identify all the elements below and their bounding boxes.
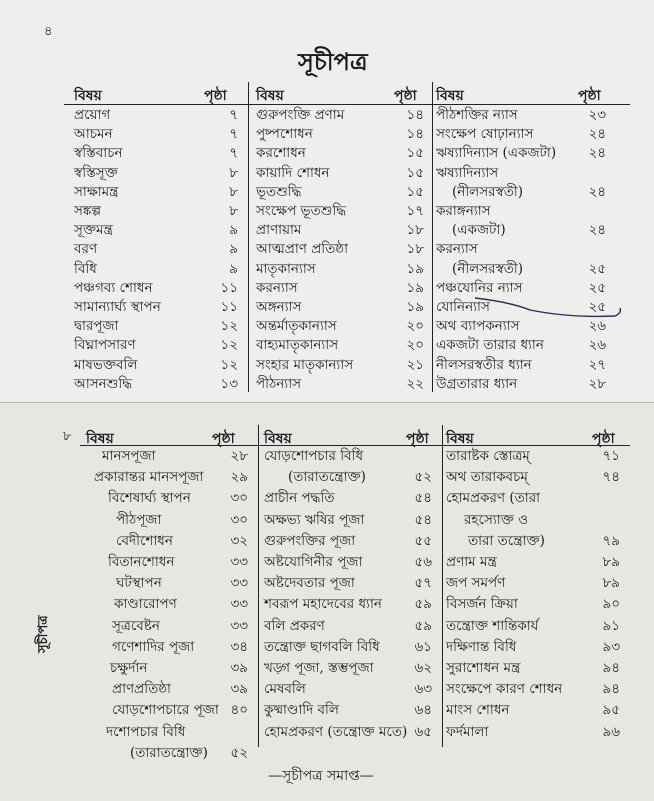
toc-entry-title: আত্মপ্রাণ প্রতিষ্ঠা xyxy=(256,241,348,258)
toc-entry-page: ১৪ xyxy=(406,107,424,123)
toc-entry-page: ১২ xyxy=(220,318,238,335)
toc-entry-title: চক্ষুর্দান xyxy=(110,660,148,676)
toc-entry-page: ৫৪ xyxy=(414,511,432,528)
toc-entry-page: ৭ xyxy=(229,126,238,143)
toc-entry-page: ৯ xyxy=(229,260,238,277)
toc-entry-title: পঞ্চযোনির ন্যাস xyxy=(436,279,523,296)
toc-entry-title: মানসপূজা xyxy=(102,448,156,464)
toc-entry-title: সঙ্কল্প xyxy=(74,203,101,219)
column-header-subject: বিষয় xyxy=(74,88,102,104)
toc-entry-title: তন্ত্রোক্ত ছাগবলি বিধি xyxy=(264,638,380,655)
toc-entry-title: গণেশাদির পূজা xyxy=(112,638,195,655)
toc-entry-page: ৮ xyxy=(229,164,238,181)
toc-entry-page: ৬৩ xyxy=(414,681,432,698)
toc-entry-page: ৮৯ xyxy=(602,554,620,570)
toc-entry-page: ১৯ xyxy=(406,260,424,277)
toc-entry-title: বিঘ্নাপসারণ xyxy=(74,337,136,354)
toc-entry-page: ১৭ xyxy=(406,203,424,219)
toc-entry-title: মাতৃকান্যাস xyxy=(256,260,316,277)
toc-entry-page: ৩২ xyxy=(230,532,248,549)
toc-entry-page: ৩০ xyxy=(230,511,248,528)
column-header-page: পৃষ্ঠা xyxy=(592,431,615,447)
column-header-page: পৃষ্ঠা xyxy=(212,431,235,447)
toc-entry-title: নীলসরস্বতীর ধ্যান xyxy=(436,356,532,373)
toc-entry-page: ১৮ xyxy=(406,241,424,258)
toc-entry-title: অঙ্গন্যাস xyxy=(256,299,302,315)
toc-entry-title: প্রকারান্তর মানসপূজা xyxy=(94,469,204,486)
toc-entry-page: ২৫ xyxy=(588,260,606,277)
toc-entry-page: ২০ xyxy=(406,318,424,335)
toc-entry-title: বলি প্রকরণ xyxy=(264,617,325,634)
toc-entry-title: প্রয়োগ xyxy=(74,107,111,123)
toc-entry-title: তারা তন্ত্রোক্ত) xyxy=(468,532,545,549)
toc-entry-page: ৯১ xyxy=(602,617,620,634)
toc-entry-page: ৬৫ xyxy=(414,723,432,740)
toc-entry-title: দক্ষিণান্ত বিধি xyxy=(446,638,517,655)
toc-entry-title: দ্বারপূজা xyxy=(74,318,119,335)
column-header-page: পৃষ্ঠা xyxy=(204,88,227,104)
toc-entry-title: মেষবলি xyxy=(264,681,306,698)
toc-entry-page: ৩০ xyxy=(230,490,248,507)
toc-entry-title: প্রাণায়াম xyxy=(256,222,302,239)
toc-entry-page: ৫২ xyxy=(230,744,248,761)
toc-entry-page: ৩৩ xyxy=(230,617,248,634)
toc-entry-title: যোড়শোপচার বিধি xyxy=(264,448,364,464)
toc-entry-page: ২৪ xyxy=(588,222,606,239)
page-title: সূচীপত্র xyxy=(298,47,368,76)
toc-entry-page: ৬১ xyxy=(414,638,432,655)
toc-entry-title: ঋষ্যাদিন্যাস (একজটা) xyxy=(436,145,557,162)
toc-entry-page: ২৪ xyxy=(588,126,606,143)
toc-entry-page: ৩৯ xyxy=(230,681,248,698)
toc-entry-title: বিশেষার্ঘ্য স্থাপন xyxy=(108,490,191,507)
toc-entry-title: অষ্টদেবতার পূজা xyxy=(264,575,355,592)
toc-entry-page: ৬২ xyxy=(414,660,432,676)
toc-entry-title: যোনিন্যাস xyxy=(436,299,490,315)
toc-entry-title: গুরুপংক্তির পূজা xyxy=(264,532,356,549)
column-divider xyxy=(258,425,259,747)
toc-entry-page: ৩৯ xyxy=(230,660,248,676)
toc-entry-title: করন্যাস xyxy=(256,279,298,296)
toc-entry-title: দশোপচার বিধি xyxy=(106,723,186,740)
toc-entry-page: ১৯ xyxy=(406,279,424,296)
toc-entry-page: ৯ xyxy=(229,241,238,258)
toc-entry-title: কুষ্মাণ্ডাদি বলি xyxy=(264,702,339,719)
toc-entry-page: ৯৬ xyxy=(602,723,620,740)
toc-entry-title: স্বস্তিসূক্ত xyxy=(74,164,118,181)
toc-entry-page: ২৪ xyxy=(588,183,606,200)
page-number: ৮ xyxy=(63,429,72,444)
toc-entry-title: অন্তর্মাতৃকান্যাস xyxy=(256,318,337,335)
toc-entry-title: সংক্ষেপ ষোঢ়ান্যাস xyxy=(436,126,534,143)
toc-entry-title: (একজটা) xyxy=(452,222,506,239)
toc-entry-page: ৫২ xyxy=(414,469,432,486)
toc-entry-title: সূক্তমন্ত্র xyxy=(74,222,113,239)
toc-entry-title: করাঙ্গন্যাস xyxy=(436,203,491,219)
toc-entry-title: মাষভক্তবলি xyxy=(74,356,138,373)
toc-entry-title: সংক্ষেপ ভূতশুদ্ধি xyxy=(256,203,347,219)
column-header-subject: বিষয় xyxy=(436,88,464,104)
toc-entry-page: ২০ xyxy=(406,337,424,354)
toc-entry-page: ৭১ xyxy=(602,448,620,464)
toc-entry-title: (নীলসরস্বতী) xyxy=(452,183,524,200)
toc-entry-page: ৯৪ xyxy=(602,660,620,676)
toc-entry-page: ১২ xyxy=(220,337,238,354)
toc-entry-page: ৮ xyxy=(229,183,238,200)
toc-entry-title: বাহ্যমাতৃকান্যাস xyxy=(256,337,339,354)
toc-entry-page: ৫৬ xyxy=(414,554,432,570)
toc-entry-title: শবরূপ মহাদেবের ধ্যান xyxy=(264,596,382,613)
toc-entry-title: তন্ত্রোক্ত শান্তিকার্য xyxy=(446,617,539,634)
toc-entry-page: ২৫ xyxy=(588,279,606,296)
toc-entry-title: পঞ্চগব্য শোধন xyxy=(74,279,153,296)
toc-entry-page: ২৮ xyxy=(588,375,606,392)
toc-entry-page: ১৫ xyxy=(406,164,424,181)
toc-entry-title: মাংস শোধন xyxy=(446,702,510,719)
column-header-subject: বিষয় xyxy=(264,431,292,447)
toc-entry-title: (নীলসরস্বতী) xyxy=(452,260,524,277)
toc-entry-title: ফর্দমালা xyxy=(446,723,489,740)
toc-entry-title: ঋষ্যাদিন্যাস xyxy=(436,164,499,181)
toc-entry-page: ১১ xyxy=(220,279,238,296)
toc-entry-page: ২৪ xyxy=(588,145,606,162)
toc-entry-title: বিতানশোধন xyxy=(108,554,175,570)
toc-entry-title: তারাষ্টক স্তোত্রম্ xyxy=(446,448,530,464)
toc-entry-title: পীঠপূজা xyxy=(116,511,162,528)
toc-entry-page: ১৫ xyxy=(406,183,424,200)
toc-entry-page: ৩৩ xyxy=(230,575,248,592)
toc-entry-title: যোড়শোপচারে পূজা xyxy=(112,702,219,719)
toc-entry-title: কায়াদি শোধন xyxy=(256,164,330,181)
toc-entry-page: ৯৫ xyxy=(602,702,620,719)
toc-entry-page: ৭ xyxy=(229,107,238,123)
toc-entry-page: ৫৯ xyxy=(414,617,432,634)
toc-entry-title: খড়্গ পূজা, স্তম্ভপূজা xyxy=(264,660,374,676)
toc-entry-page: ৫৪ xyxy=(414,490,432,507)
toc-entry-title: অথ ব্যাপকন্যাস xyxy=(436,318,520,335)
column-divider xyxy=(442,425,443,747)
toc-entry-page: ১৩ xyxy=(220,375,238,392)
toc-entry-page: ২৬ xyxy=(588,318,606,335)
toc-entry-page: ৩৩ xyxy=(230,596,248,613)
toc-entry-page: ১৯ xyxy=(406,299,424,315)
toc-entry-title: সুরাশোধন মন্ত্র xyxy=(446,660,521,676)
toc-entry-page: ৫৯ xyxy=(414,596,432,613)
toc-entry-title: সামান্যার্ঘ্য স্থাপন xyxy=(74,299,161,315)
toc-entry-page: ৭৪ xyxy=(602,469,620,486)
toc-entry-page: ৫৫ xyxy=(414,532,432,549)
toc-entry-title: হোমপ্রকরণ (তারা xyxy=(446,490,541,507)
toc-entry-page: ২৮ xyxy=(230,448,248,464)
toc-entry-title: প্রাণপ্রতিষ্ঠা xyxy=(112,681,171,698)
toc-entry-page: ২১ xyxy=(406,356,424,373)
column-header-subject: বিষয় xyxy=(256,88,284,104)
toc-entry-page: ৩৪ xyxy=(230,638,248,655)
toc-entry-title: (তারাতন্ত্রোক্ত) xyxy=(288,469,366,486)
toc-entry-title: সূত্রবেষ্টন xyxy=(112,617,160,634)
toc-entry-title: প্রাচীন পদ্ধতি xyxy=(264,490,335,507)
side-label: সূচীপত্র xyxy=(36,615,51,653)
toc-entry-title: একজটা তারার ধ্যান xyxy=(436,337,544,354)
toc-entry-title: সংক্ষেপে কারণ শোধন xyxy=(446,681,563,698)
toc-entry-page: ৮ xyxy=(229,203,238,219)
toc-entry-title: করশোধন xyxy=(256,145,306,162)
toc-entry-page: ১৪ xyxy=(406,126,424,143)
toc-entry-page: ৫৭ xyxy=(414,575,432,592)
column-header-subject: বিষয় xyxy=(446,431,474,447)
toc-entry-page: ১৮ xyxy=(406,222,424,239)
toc-entry-page: ১২ xyxy=(220,356,238,373)
toc-entry-title: সংহার মাতৃকান্যাস xyxy=(256,356,354,373)
column-header-page: পৃষ্ঠা xyxy=(394,88,417,104)
toc-entry-page: ২৩ xyxy=(588,107,606,123)
toc-entry-page: ৭৯ xyxy=(602,532,620,549)
toc-entry-page: ৮৯ xyxy=(602,575,620,592)
toc-entry-title: রহস্যোক্ত ও xyxy=(464,511,529,528)
toc-entry-page: ৭ xyxy=(229,145,238,162)
column-header-subject: বিষয় xyxy=(86,431,114,447)
toc-entry-title: বিসর্জন ক্রিয়া xyxy=(446,596,518,613)
toc-entry-title: করন্যাস xyxy=(436,241,478,258)
toc-entry-title: উগ্রতারার ধ্যান xyxy=(436,375,518,392)
toc-entry-title: অথ তারাকবচম্ xyxy=(446,469,528,486)
column-header-page: পৃষ্ঠা xyxy=(406,431,429,447)
toc-entry-page: ২৭ xyxy=(588,356,606,373)
toc-entry-page: ২৬ xyxy=(588,337,606,354)
toc-entry-title: কাণ্ডারোপণ xyxy=(114,596,177,613)
toc-entry-page: ৯ xyxy=(229,222,238,239)
pen-scribble xyxy=(470,288,630,328)
toc-entry-page: ৬৪ xyxy=(414,702,432,719)
toc-entry-page: ৯৩ xyxy=(602,638,620,655)
toc-entry-page: ৩৩ xyxy=(230,554,248,570)
toc-entry-page: ২৫ xyxy=(588,299,606,315)
toc-entry-title: বরণ xyxy=(74,241,98,258)
bottom-page xyxy=(0,402,654,801)
toc-entry-page: ২২ xyxy=(406,375,424,392)
toc-entry-title: হোমপ্রকরণ (তন্ত্রোক্ত মতে) xyxy=(264,723,408,740)
toc-entry-title: অক্ষভ্য ঋষির পূজা xyxy=(264,511,365,528)
toc-entry-title: জপ সমর্পণ xyxy=(446,575,506,592)
toc-entry-title: বিধি xyxy=(74,260,97,277)
toc-entry-page: ১১ xyxy=(220,299,238,315)
toc-entry-title: অষ্টযোগিনীর পূজা xyxy=(264,554,363,570)
column-header-page: পৃষ্ঠা xyxy=(578,88,601,104)
toc-entry-title: আচমন xyxy=(74,126,113,143)
header-rule xyxy=(64,104,630,105)
toc-entry-title: গুরুপংক্তি প্রণাম xyxy=(256,107,345,123)
toc-entry-page: ৯৪ xyxy=(602,681,620,698)
toc-entry-page: ২৯ xyxy=(230,469,248,486)
toc-entry-title: বেদীশোধন xyxy=(116,532,173,549)
toc-entry-title: স্বস্তিবাচন xyxy=(74,145,123,162)
toc-entry-title: প্রণাম মন্ত্র xyxy=(446,554,497,570)
toc-entry-page: ৯০ xyxy=(602,596,620,613)
toc-entry-title: ভূতশুদ্ধি xyxy=(256,183,302,200)
column-divider xyxy=(248,82,249,392)
toc-entry-title: ঘটস্থাপন xyxy=(116,575,162,592)
column-divider xyxy=(432,82,433,392)
toc-entry-title: আসনশুদ্ধি xyxy=(74,375,133,392)
toc-entry-page: ৪০ xyxy=(230,702,248,719)
header-rule xyxy=(80,445,630,446)
toc-entry-title: পীঠন্যাস xyxy=(256,375,302,392)
toc-entry-page: ১৫ xyxy=(406,145,424,162)
footer-note: —সূচীপত্র সমাপ্ত— xyxy=(268,768,374,784)
page-number: ৪ xyxy=(44,24,53,39)
toc-entry-title: (তারাতন্ত্রোক্ত) xyxy=(130,744,208,761)
toc-entry-title: সাক্ষামন্ত্র xyxy=(74,183,119,200)
toc-entry-title: পীঠশক্তির ন্যাস xyxy=(436,107,518,123)
toc-entry-title: পুষ্পশোধন xyxy=(256,126,313,143)
